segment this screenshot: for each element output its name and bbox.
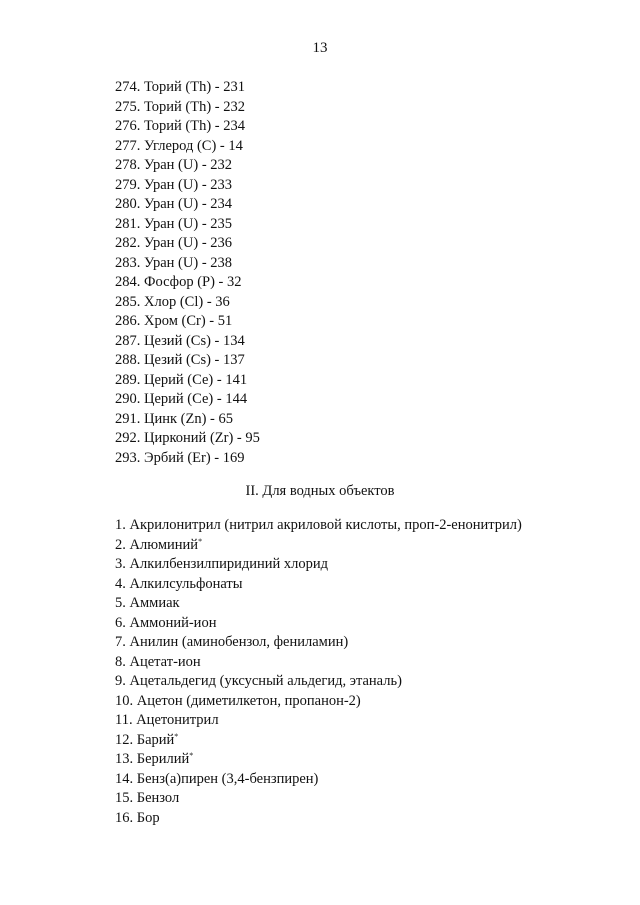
list-item-text: 5. Аммиак — [115, 595, 180, 611]
list-item: 285. Хлор (Cl) - 36 — [115, 293, 230, 310]
radionuclide-list — [115, 78, 260, 468]
list-item: 290. Церий (Се) - 144 — [115, 391, 248, 407]
list-item-text: 12. Барий — [115, 731, 175, 748]
footnote-mark: * — [174, 731, 179, 741]
list-item: 293. Эрбий (Er) - 169 — [115, 449, 245, 466]
list-item — [115, 653, 522, 673]
list-item — [115, 575, 522, 595]
list-item: 292. Цирконий (Zr) - 95 — [115, 430, 260, 446]
list-item-text: 4. Алкилсульфонаты — [115, 575, 243, 592]
list-item-text: 2. Алюминий — [115, 536, 199, 553]
list-item: 283. Уран (U) - 238 — [115, 254, 233, 271]
list-item: 280. Уран (U) - 234 — [115, 196, 233, 212]
list-item-text: 13. Берилий — [115, 751, 190, 767]
list-item — [115, 516, 522, 536]
list-item — [115, 555, 522, 575]
list-item-text: 7. Анилин (аминобензол, фениламин) — [115, 634, 349, 650]
list-item — [115, 672, 522, 692]
list-item — [115, 711, 522, 731]
list-item: 281. Уран (U) - 235 — [115, 215, 233, 232]
footnote-mark: * — [189, 751, 194, 760]
list-item — [115, 750, 522, 770]
list-item: 279. Уран (U) - 233 — [115, 176, 233, 193]
list-item — [115, 692, 522, 712]
list-item-text: 15. Бензол — [115, 790, 180, 806]
list-item-text: 8. Ацетат-ион — [115, 653, 201, 670]
list-item — [115, 536, 522, 556]
list-item-text: 9. Ацетальдегид (уксусный альдегид, этаналь) — [115, 673, 402, 689]
list-item — [115, 614, 522, 634]
list-item — [115, 594, 522, 614]
list-item — [115, 770, 522, 790]
list-item: 276. Торий (Th) - 234 — [115, 118, 246, 134]
list-item: 286. Хром (Cr) - 51 — [115, 313, 233, 329]
page-number: 13 — [312, 40, 328, 56]
footnote-mark: * — [198, 536, 203, 546]
list-item-text: 3. Алкилбензилпиридиний хлорид — [115, 556, 329, 572]
list-item: 284. Фосфор (Р) - 32 — [115, 274, 242, 290]
list-item: 278. Уран (U) - 232 — [115, 157, 233, 173]
section-heading: II. Для водных объектов — [245, 483, 395, 499]
list-item: 287. Цезий (Cs) - 134 — [115, 332, 245, 349]
list-item — [115, 731, 522, 751]
water-objects-list — [115, 516, 522, 828]
list-item-text: 14. Бенз(а)пирен (3,4-бензпирен) — [115, 770, 319, 787]
list-item — [115, 789, 522, 809]
list-item: 289. Церий (Се) - 141 — [115, 371, 248, 388]
list-item: 288. Цезий (Cs) - 137 — [115, 352, 245, 368]
list-item-text: 6. Аммоний-ион — [115, 614, 217, 631]
list-item-text: 16. Бор — [115, 809, 160, 826]
list-item: 274. Торий (Th) - 231 — [115, 79, 246, 95]
list-item-text: 1. Акрилонитрил (нитрил акриловой кислоты, проп-2-енонитрил) — [115, 517, 522, 533]
list-item: 291. Цинк (Zn) - 65 — [115, 410, 234, 427]
list-item — [115, 633, 522, 653]
list-item-text: 11. Ацетонитрил — [115, 712, 219, 728]
list-item-text: 10. Ацетон (диметилкетон, пропанон-2) — [115, 692, 361, 709]
list-item: 282. Уран (U) - 236 — [115, 235, 233, 251]
list-item: 277. Углерод (С) - 14 — [115, 137, 243, 154]
list-item: 275. Торий (Th) - 232 — [115, 98, 246, 115]
list-item — [115, 809, 522, 829]
